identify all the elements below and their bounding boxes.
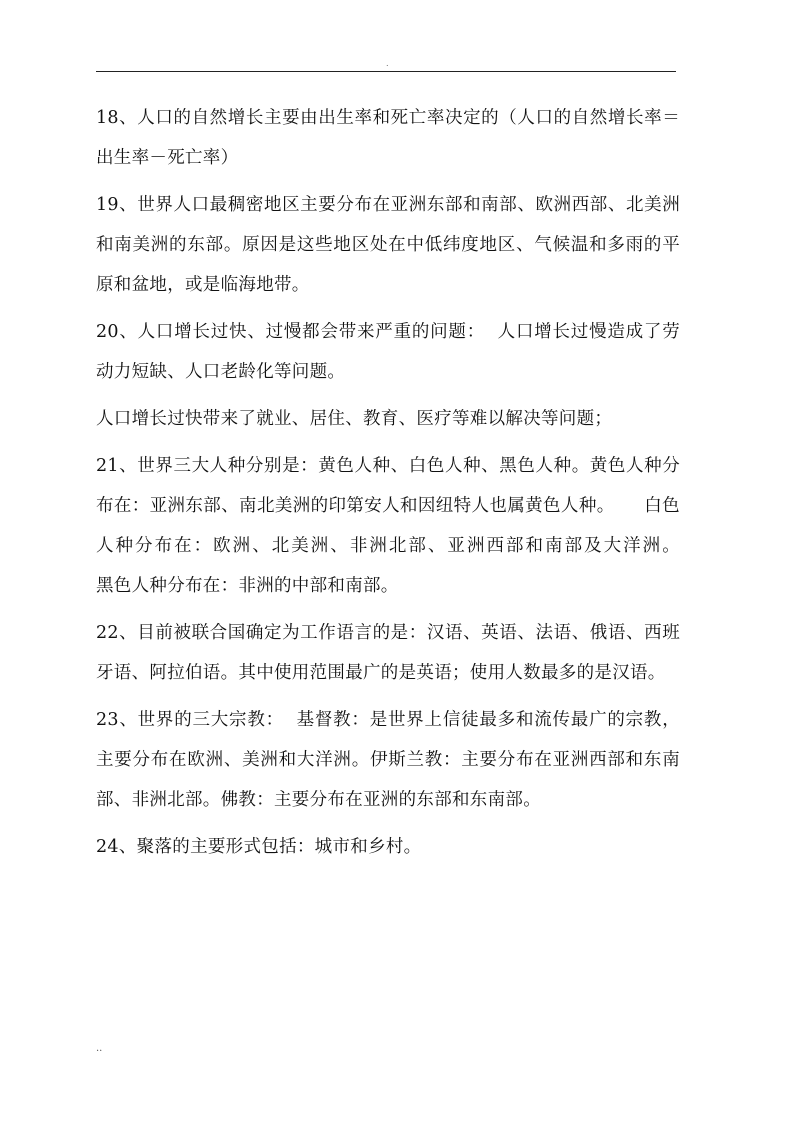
header-mark: .	[386, 59, 389, 68]
paragraph-21: 21、世界三大人种分别是：黄色人种、白色人种、黑色人种。黄色人种分布在：亚洲东部、南北美洲的印第安人和因纽特人也属黄色人种。 白色人种分布在：欧洲、北美洲、非洲北部、亚洲西部和南部及大洋洲。 黑色人种分布在：非洲的中部和南部。	[96, 456, 722, 596]
header-rule	[96, 71, 676, 72]
paragraph-24: 24、聚落的主要形式包括：城市和乡村。	[96, 837, 422, 857]
paragraph-20: 20、人口增长过快、过慢都会带来严重的问题： 人口增长过慢造成了劳动力短缺、人口老龄化等问题。	[96, 322, 680, 382]
paragraph-18: 18、人口的自然增长主要由出生率和死亡率决定的（人口的自然增长率＝出生率－死亡率）	[96, 108, 680, 168]
paragraph-23: 23、世界的三大宗教： 基督教：是世界上信徒最多和流传最广的宗教，主要分布在欧洲、美洲和大洋洲。伊斯兰教：主要分布在亚洲西部和东南部、非洲北部。佛教：主要分布在亚洲的东部和东南部。	[96, 710, 680, 810]
paragraph-20-continued: 人口增长过快带来了就业、居住、教育、医疗等难以解决等问题；	[96, 409, 613, 429]
paragraph-19: 19、世界人口最稠密地区主要分布在亚洲东部和南部、欧洲西部、北美洲和南美洲的东部。原因是这些地区处在中低纬度地区、气候温和多雨的平原和盆地，或是临海地带。	[96, 195, 680, 295]
paragraph-22: 22、目前被联合国确定为工作语言的是：汉语、英语、法语、俄语、西班牙语、阿拉伯语。其中使用范围最广的是英语；使用人数最多的是汉语。	[96, 623, 680, 683]
footer-mark: ..	[96, 1043, 103, 1054]
document-body	[96, 98, 722, 874]
